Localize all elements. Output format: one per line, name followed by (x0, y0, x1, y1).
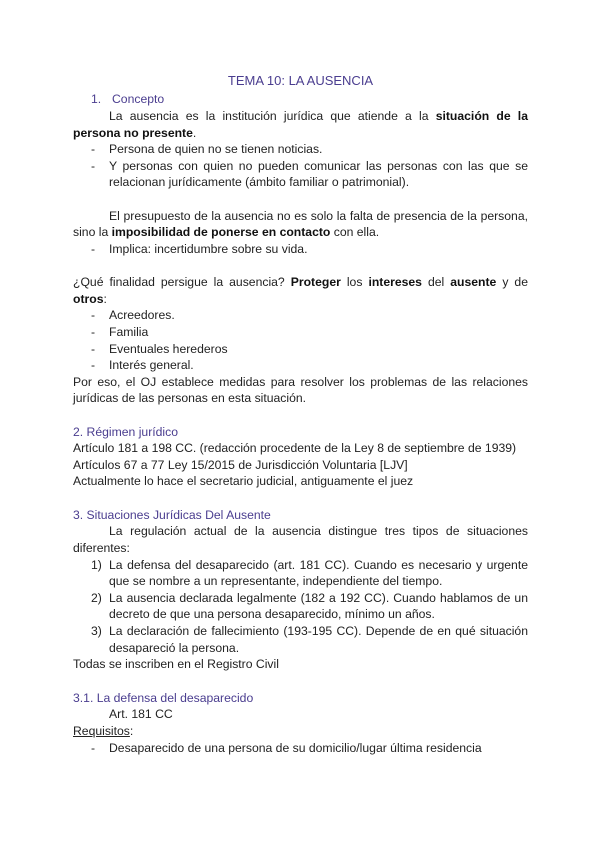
oj-paragraph-line-1: Por eso, el OJ establece medidas para resolver los problemas de las relaciones (73, 375, 528, 389)
regimen-line: Artículo 181 a 198 CC. (redacción procedente de la Ley 8 de septiembre de 1939) (73, 441, 517, 455)
presupuesto-paragraph-line-1: El presupuesto de la ausencia no es solo la falta de presencia de la persona, (109, 209, 528, 223)
section-3-heading: 3. Situaciones Jurídicas Del Ausente (73, 508, 271, 522)
regimen-line: Artículos 67 a 77 Ley 15/2015 de Jurisdicción Voluntaria [LJV] (73, 458, 408, 472)
question-line-2: otros: (73, 292, 107, 306)
question-line-1: ¿Qué finalidad persigue la ausencia? Proteger los intereses del ausente y de (73, 275, 528, 289)
situaciones-intro-line-1: La regulación actual de la ausencia distingue tres tipos de situaciones (109, 524, 528, 538)
situaciones-intro-line-2: diferentes: (73, 541, 130, 555)
art-181-line: Art. 181 CC (109, 707, 173, 721)
concept-paragraph-line-2: persona no presente. (73, 126, 197, 140)
section-1-number: 1. (91, 92, 102, 106)
section-2-heading: 2. Régimen jurídico (73, 425, 178, 439)
section-1-title: Concepto (112, 92, 165, 106)
section-3-1-heading: 3.1. La defensa del desaparecido (73, 691, 254, 705)
regimen-line: Actualmente lo hace el secretario judicial, antiguamente el juez (73, 474, 414, 488)
document-title: TEMA 10: LA AUSENCIA (227, 73, 374, 88)
registro-civil-line: Todas se inscriben en el Registro Civil (73, 657, 279, 671)
presupuesto-paragraph-line-2: sino la imposibilidad de ponerse en contacto con ella. (73, 225, 380, 239)
concept-paragraph-line-1: La ausencia es la institución jurídica que atiende a la situación de la (109, 109, 528, 123)
oj-paragraph-line-2: jurídicas de las personas en esta situación. (73, 391, 307, 405)
requisitos-label: Requisitos: (73, 724, 134, 738)
